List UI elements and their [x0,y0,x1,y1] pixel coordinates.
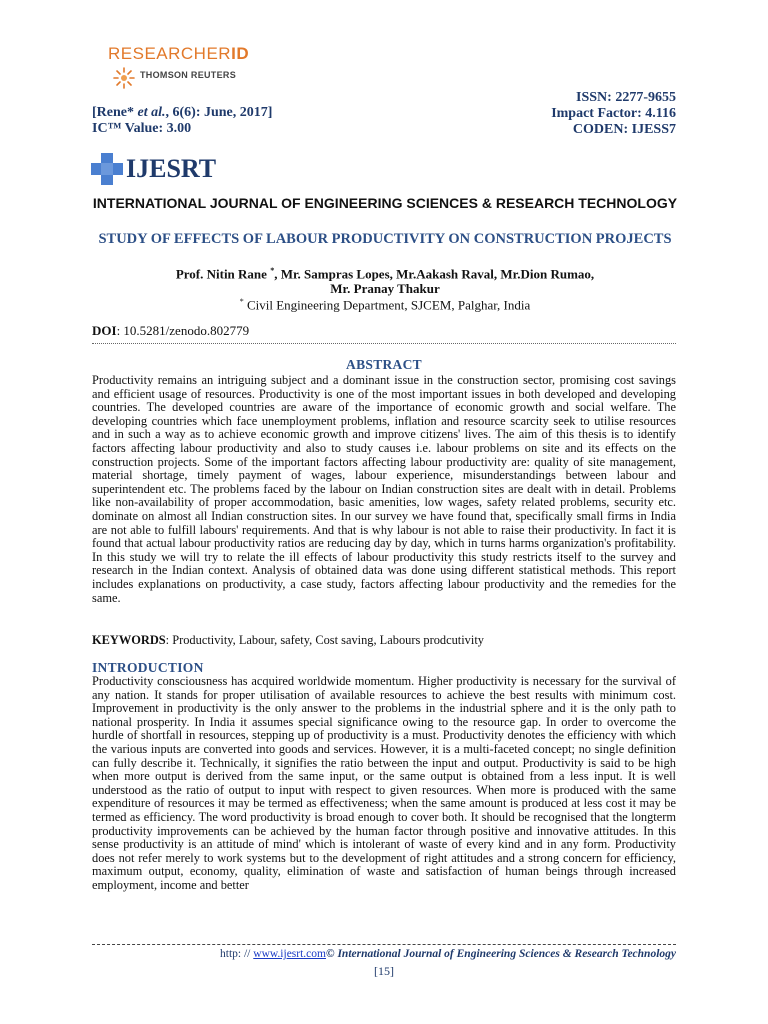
abstract-text: Productivity remains an intriguing subject and a dominant issue in the construction sector, promising cost savings and efficient usage of resources. Productivity is one of the most important issues in both developed and developing countries. The developed countries are aware of the importance of economic growth and social welfare. The developing countries which face unemployment problems, inflation and resource scarcity seek to utilise resources and in such a way as to achieve economic growth and improve citizens' lives. The aim of this thesis is to identify factors affecting labour productivity and also to study causes i.e. labour problems on site and its effects on the construction projects. Some of the important factors affecting labour productivity are: quality of site management, material shortage, timely payment of wages, labour experience, misunderstandings between labour and superintendent etc. The problems faced by the labour on Indian construction sites are dealt with in detail. Problems like non-availability of proper accommodation, basic amenities, low wages, safety related problems, security etc. dominate on almost all Indian construction sites. In our survey we have found that, specifically small firms in India are not able to fulfill labours' requirements. And that is why labour is not able to raise their productivity. In fact it is found that actual labour productivity ratios are reducing day by day, which in turns harms organization's profitability. In this study we will try to relate the ill effects of labour productivity this study restricts itself to the survey and research in the Indian context. Analysis of obtained data was done using different statistical methods. This report includes explanations on productivity, a case study, factors affecting labour productivity and the remedies for the same. [92,373,676,605]
authors: Prof. Nitin Rane *, Mr. Sampras Lopes, Mr.Aakash Raval, Mr.Dion Rumao, Mr. Pranay Thakur [175,266,595,297]
paper-title: STUDY OF EFFECTS OF LABOUR PRODUCTIVITY ON CONSTRUCTION PROJECTS [98,231,672,247]
footer: http: // www.ijesrt.com© International Journal of Engineering Sciences & Research Technology [220,948,676,960]
coden: CODEN: IJESS7 [572,122,676,137]
keywords: KEYWORDS: Productivity, Labour, safety, Cost saving, Labours prodcutivity [92,633,484,647]
issn: ISSN: 2277-9655 [576,90,676,105]
thomson-reuters-label: THOMSON REUTERS [140,70,237,80]
doi: DOI: 10.5281/zenodo.802779 [92,323,250,338]
researcherid-logo [108,44,268,104]
plus-cross-icon [90,152,124,186]
footer-divider [92,944,676,945]
page-number: [15] [374,964,394,978]
footer-link[interactable]: www.ijesrt.com [253,948,326,960]
introduction-text: Productivity consciousness has acquired worldwide momentum. Higher productivity is necessary for the survival of any nation. It stands for proper utilisation of available resources to achieve the best results with minimum cost. Improvement in productivity is the only answer to the problems in the industrial sphere and it is the only path to national prosperity. In India it assumes special significance owing to the resource gap. In order to overcome the hurdle of shortfall in resources, stepping up of productivity is a must. Productivity denotes the efficiency with which the various inputs are converted into goods and services. However, it is a multi-faceted concept; no single definition can fully describe it. Technically, it signifies the ratio between the input and output. Productivity is said to be high when more output is derived from the same input, or the same output is obtained from a less input. It is well understood as the ratio of output to input with respect to given resources. When more is produced with the same expenditure of resources it may be termed as effectiveness; when the same amount is produced at less cost it may be termed as efficiency. The word productivity is broad enough to cover both. It should be recognised that the longterm productivity improvements can be achieved by the human factor through positive and innovative attitudes. In this sense productivity is an attitude of mind' which is intolerant of waste of every kind and in any form. Productivity does not refer merely to work systems but to the development of right attitudes and a strong concern for efficiency, maximum output, economy, quality, elimination of waste and satisfaction of human beings through increased employment, income and better [92,674,676,892]
divider [92,343,676,344]
logo-wordmark: RESEARCHERID [108,44,250,63]
affiliation: * Civil Engineering Department, SJCEM, Palghar, India [239,297,531,313]
impact-factor: Impact Factor: 4.116 [551,106,676,121]
citation: [Rene* et al., 6(6): June, 2017] [92,105,273,120]
sunburst-icon [112,66,136,90]
brand-name: IJESRT [126,154,217,183]
abstract-heading: ABSTRACT [346,357,422,372]
journal-title: INTERNATIONAL JOURNAL OF ENGINEERING SCIENCES & RESEARCH TECHNOLOGY [92,195,678,211]
introduction-heading: INTRODUCTION [92,660,204,675]
ic-value: IC™ Value: 3.00 [92,121,192,136]
